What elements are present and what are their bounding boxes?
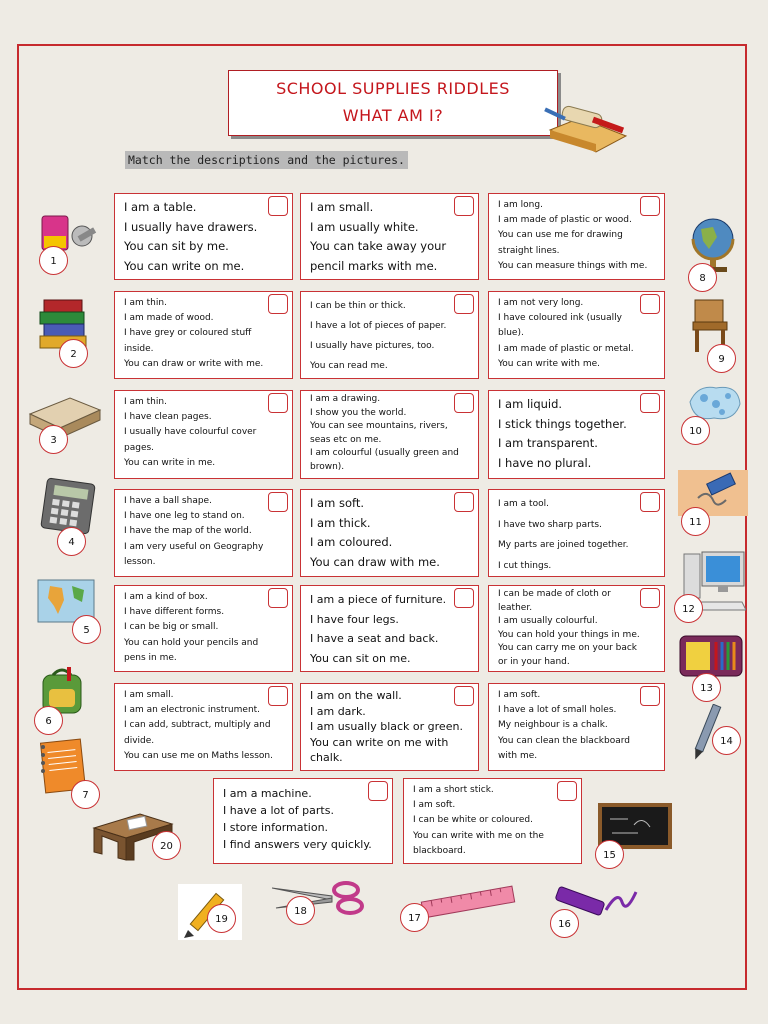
riddle-box-i (488, 390, 665, 479)
riddle-line: I usually have pictures, too. (310, 341, 435, 351)
riddle-line: You can write on me with (310, 735, 449, 749)
riddle-line: I am not very long. (498, 298, 584, 308)
picture-number: 1 (39, 246, 68, 275)
answer-checkbox[interactable] (454, 294, 474, 314)
riddle-line: I am usually black or green. (310, 720, 463, 733)
answer-checkbox[interactable] (268, 686, 288, 706)
riddle-line: I usually have drawers. (124, 219, 258, 234)
riddle-box-t (403, 778, 582, 864)
riddle-line: I am a drawing. (310, 394, 381, 404)
riddle-line: brown). (310, 461, 345, 472)
riddle-line: I am long. (498, 200, 543, 210)
answer-checkbox[interactable] (640, 196, 660, 216)
answer-checkbox[interactable] (640, 294, 660, 314)
riddle-line: I am small. (310, 200, 374, 214)
answer-checkbox[interactable] (454, 588, 474, 608)
riddle-line: I have a lot of pieces of paper. (310, 321, 447, 331)
riddle-box-f (488, 291, 665, 379)
riddle-line: I have a ball shape. (124, 496, 212, 506)
answer-checkbox[interactable] (640, 393, 660, 413)
picture-number: 5 (72, 615, 101, 644)
riddle-line: I have one leg to stand on. (124, 511, 245, 522)
riddle-line: My parts are joined together. (498, 540, 629, 550)
answer-checkbox[interactable] (557, 781, 577, 801)
riddle-box-n (300, 585, 479, 672)
picture-number: 8 (688, 263, 717, 292)
riddle-line: I am dark. (310, 704, 366, 718)
riddle-line: I am made of plastic or metal. (498, 343, 634, 354)
riddle-line: You can sit on me. (310, 651, 411, 665)
picture-number: 3 (39, 425, 68, 454)
answer-checkbox[interactable] (454, 393, 474, 413)
answer-checkbox[interactable] (640, 588, 660, 608)
riddle-box-l (488, 489, 665, 577)
riddle-line: straight lines. (498, 245, 560, 256)
riddle-line: leather. (498, 602, 533, 613)
riddle-line: I am usually white. (310, 219, 419, 234)
riddle-line: I have no plural. (498, 455, 592, 470)
riddle-line: You can use me for drawing (498, 230, 623, 241)
picture-number: 20 (152, 831, 181, 860)
riddle-line: You can hold your pencils and (124, 637, 259, 648)
riddle-line: I am thick. (310, 515, 371, 530)
riddle-box-g (114, 390, 293, 479)
riddle-line: I am a machine. (223, 787, 312, 800)
riddle-box-s (213, 778, 393, 864)
picture-number: 15 (595, 840, 624, 869)
picture-number: 7 (71, 780, 100, 809)
riddle-line: seas etc on me. (310, 434, 382, 445)
picture-number: 4 (57, 527, 86, 556)
answer-checkbox[interactable] (640, 492, 660, 512)
riddle-box-b (300, 193, 479, 280)
riddle-line: chalk. (310, 751, 343, 764)
riddle-line: I am a table. (124, 200, 197, 214)
riddle-line: You can write with me. (498, 358, 601, 369)
riddle-line: pages. (124, 442, 155, 453)
riddle-line: I am made of plastic or wood. (498, 215, 632, 226)
picture-number: 14 (712, 726, 741, 755)
riddle-line: blue). (498, 328, 524, 339)
riddle-line: I have clean pages. (124, 412, 212, 423)
riddle-line: You can draw with me. (310, 554, 440, 569)
riddle-box-p (114, 683, 293, 771)
riddle-line: You can measure things with me. (498, 260, 648, 271)
riddle-line: My neighbour is a chalk. (498, 720, 608, 731)
riddle-line: I am liquid. (498, 397, 563, 411)
riddle-line: I am soft. (498, 690, 541, 700)
title-box (228, 70, 558, 136)
riddle-line: You can take away your (310, 239, 447, 253)
riddle-line: I am a piece of furniture. (310, 593, 447, 606)
riddle-box-a (114, 193, 293, 280)
ruler-icon (418, 882, 516, 926)
picture-number: 17 (400, 903, 429, 932)
riddle-line: I am a kind of box. (124, 592, 208, 602)
answer-checkbox[interactable] (268, 492, 288, 512)
picture-number: 12 (674, 594, 703, 623)
riddle-line: You can read me. (310, 361, 388, 371)
picture-number: 19 (207, 904, 236, 933)
title-line-1: SCHOOL SUPPLIES RIDDLES (276, 79, 510, 98)
riddle-line: I have four legs. (310, 612, 399, 626)
riddle-line: I am soft. (413, 800, 456, 811)
answer-checkbox[interactable] (640, 686, 660, 706)
riddle-line: You can write on me. (124, 258, 245, 273)
picture-number: 11 (681, 507, 710, 536)
riddle-line: I am on the wall. (310, 689, 402, 702)
riddle-box-e (300, 291, 479, 379)
picture-number: 10 (681, 416, 710, 445)
picture-number: 6 (34, 706, 63, 735)
riddle-line: blackboard. (413, 845, 466, 856)
riddle-line: I usually have colourful cover (124, 427, 257, 438)
riddle-line: I have a lot of small holes. (498, 705, 617, 716)
riddle-line: I stick things together. (498, 416, 627, 431)
riddle-line: I store information. (223, 821, 329, 834)
riddle-line: I am coloured. (310, 535, 393, 549)
riddle-line: You can sit by me. (124, 239, 229, 253)
riddle-line: I have two sharp parts. (498, 519, 602, 530)
riddle-box-m (114, 585, 293, 672)
riddle-line: You can draw or write with me. (124, 358, 264, 369)
riddle-line: I show you the world. (310, 407, 407, 418)
riddle-line: I have grey or coloured stuff (124, 328, 252, 339)
riddle-line: I am colourful (usually green and (310, 448, 459, 459)
riddle-line: I can be thin or thick. (310, 301, 406, 311)
riddle-line: I am small. (124, 690, 174, 700)
riddle-line: I can be made of cloth or (498, 589, 611, 599)
riddle-line: I am very useful on Geography (124, 541, 264, 552)
riddle-line: pencil marks with me. (310, 258, 438, 273)
answer-checkbox[interactable] (268, 294, 288, 314)
picture-number: 9 (707, 344, 736, 373)
riddle-line: I am an electronic instrument. (124, 705, 261, 716)
riddle-line: You can hold your things in me. (498, 629, 640, 640)
riddle-box-k (300, 489, 479, 577)
riddle-line: I am made of wood. (124, 313, 214, 324)
riddle-line: I find answers very quickly. (223, 838, 372, 851)
picture-number: 13 (692, 673, 721, 702)
answer-checkbox[interactable] (454, 686, 474, 706)
riddle-line: I can be white or coloured. (413, 815, 533, 826)
riddle-box-j (114, 489, 293, 577)
answer-checkbox[interactable] (368, 781, 388, 801)
riddle-line: You can use me on Maths lesson. (124, 750, 273, 761)
riddle-line: I am usually colourful. (498, 616, 598, 627)
riddle-box-r (488, 683, 665, 771)
riddle-line: pens in me. (124, 652, 177, 663)
answer-checkbox[interactable] (454, 196, 474, 216)
riddle-line: lesson. (124, 556, 156, 567)
riddle-line: I have a lot of parts. (223, 804, 334, 817)
riddle-line: I cut things. (498, 560, 552, 571)
riddle-line: I can add, subtract, multiply and (124, 720, 271, 731)
riddle-line: You can carry me on your back (498, 643, 638, 654)
riddle-line: with me. (498, 750, 538, 761)
riddle-line: I can be big or small. (124, 622, 219, 633)
riddle-box-q (300, 683, 479, 771)
riddle-line: divide. (124, 735, 155, 746)
riddle-box-h (300, 390, 479, 479)
riddle-line: You can write with me on the (413, 830, 544, 841)
riddle-line: I am soft. (310, 496, 364, 510)
riddle-line: I have a seat and back. (310, 632, 439, 645)
riddle-line: You can write in me. (124, 457, 216, 468)
riddle-line: I am thin. (124, 397, 167, 407)
answer-checkbox[interactable] (268, 196, 288, 216)
instruction-text: Match the descriptions and the pictures. (125, 151, 408, 169)
riddle-line: I am a tool. (498, 499, 549, 509)
riddle-line: I have coloured ink (usually (498, 313, 622, 324)
answer-checkbox[interactable] (268, 588, 288, 608)
riddle-line: You can clean the blackboard (498, 735, 630, 746)
riddle-line: I am thin. (124, 298, 167, 308)
answer-checkbox[interactable] (454, 492, 474, 512)
riddle-box-o (488, 585, 665, 672)
riddle-line: I am transparent. (498, 436, 598, 450)
school-supplies-icon (540, 100, 630, 154)
riddle-line: I have different forms. (124, 607, 225, 618)
picture-number: 2 (59, 339, 88, 368)
riddle-line: You can see mountains, rivers, (310, 421, 448, 432)
picture-number: 16 (550, 909, 579, 938)
title-line-2: WHAT AM I? (342, 106, 444, 125)
riddle-box-d (114, 291, 293, 379)
riddle-line: I have the map of the world. (124, 526, 252, 537)
riddle-line: or in your hand. (498, 656, 570, 667)
riddle-box-c (488, 193, 665, 280)
picture-number: 18 (286, 896, 315, 925)
riddle-line: I am a short stick. (413, 785, 494, 795)
answer-checkbox[interactable] (268, 393, 288, 413)
riddle-line: inside. (124, 343, 154, 354)
pencil-case-icon (678, 630, 744, 680)
